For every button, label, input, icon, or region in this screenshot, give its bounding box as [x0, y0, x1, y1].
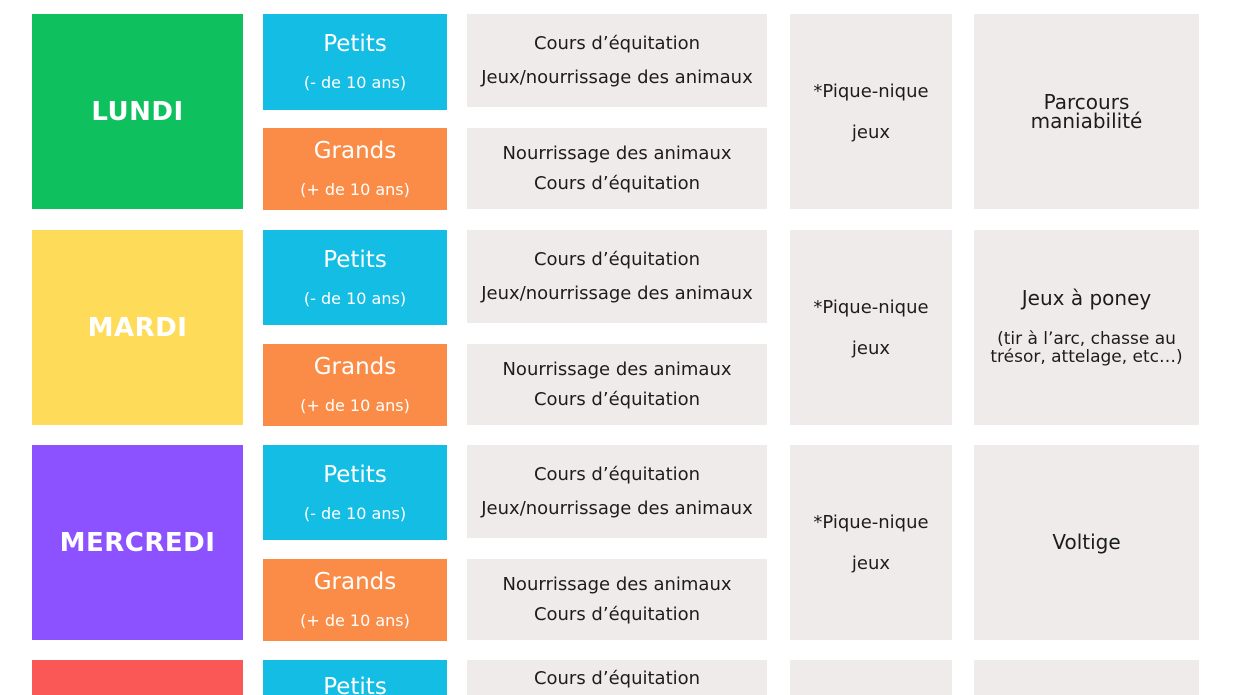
special-activity [974, 230, 1199, 425]
day-label: MERCREDI [59, 527, 216, 558]
special-activity [974, 14, 1199, 209]
midday-item: *Pique-nique [813, 296, 929, 318]
midday-item: jeux [851, 552, 891, 574]
activity: Jeux/nourrissage des animaux [481, 498, 753, 519]
petits-activities [467, 14, 767, 107]
group-petits [263, 230, 447, 325]
activity: Nourrissage des animaux [502, 359, 732, 380]
activity: Nourrissage des animaux [502, 143, 732, 164]
petits-activities [467, 660, 767, 695]
day-lundi [32, 14, 243, 209]
special-title: Jeux à poney [1021, 286, 1152, 310]
special-activity [974, 445, 1199, 640]
midday-box [790, 445, 952, 640]
midday-box [790, 230, 952, 425]
group-grands [263, 344, 447, 426]
group-age: (+ de 10 ans) [300, 611, 410, 630]
group-name: Grands [313, 354, 397, 380]
special-title: Voltige [1052, 530, 1121, 554]
activity: Cours d’équitation [533, 464, 701, 485]
activity: Jeux/nourrissage des animaux [481, 283, 753, 304]
day-label: LUNDI [91, 96, 184, 127]
group-petits [263, 14, 447, 110]
midday-item: jeux [851, 337, 891, 359]
activity: Cours d’équitation [533, 33, 701, 54]
group-age: (- de 10 ans) [303, 73, 407, 92]
midday-item: *Pique-nique [813, 511, 929, 533]
special-activity [974, 660, 1199, 695]
group-name: Petits [323, 31, 387, 57]
group-age: (- de 10 ans) [303, 503, 407, 523]
grands-activities [467, 128, 767, 209]
midday-box [790, 660, 952, 695]
group-name: Grands [313, 569, 397, 595]
grands-activities [467, 559, 767, 640]
group-name: Petits [323, 461, 387, 488]
activity: Cours d’équitation [533, 173, 701, 194]
group-grands [263, 559, 447, 641]
activity: Cours d’équitation [533, 604, 701, 625]
midday-box [790, 14, 952, 209]
group-name: Grands [313, 138, 397, 164]
group-grands [263, 128, 447, 210]
grands-activities [467, 344, 767, 425]
special-note: (tir à l’arc, chasse au trésor, attelage, etc…) [990, 329, 1183, 367]
group-petits [263, 445, 447, 540]
activity: Cours d’équitation [533, 249, 701, 270]
day-mardi [32, 230, 243, 425]
activity: Cours d’équitation [533, 668, 701, 689]
day-mercredi [32, 445, 243, 640]
group-age: (+ de 10 ans) [300, 180, 410, 199]
group-petits [263, 660, 447, 695]
group-age: (+ de 10 ans) [300, 396, 410, 415]
special-title: Parcours maniabilité [1030, 89, 1143, 133]
activity: Cours d’équitation [533, 389, 701, 410]
petits-activities [467, 230, 767, 323]
activity: Jeux/nourrissage des animaux [481, 67, 753, 88]
activity: Nourrissage des animaux [502, 574, 732, 595]
group-age: (- de 10 ans) [303, 288, 407, 308]
group-name: Petits [323, 246, 387, 273]
midday-item: jeux [851, 121, 891, 143]
day-label: MARDI [87, 312, 188, 343]
day-jeudi [32, 660, 243, 695]
group-name: Petits [323, 674, 387, 695]
petits-activities [467, 445, 767, 538]
midday-item: *Pique-nique [813, 80, 929, 102]
